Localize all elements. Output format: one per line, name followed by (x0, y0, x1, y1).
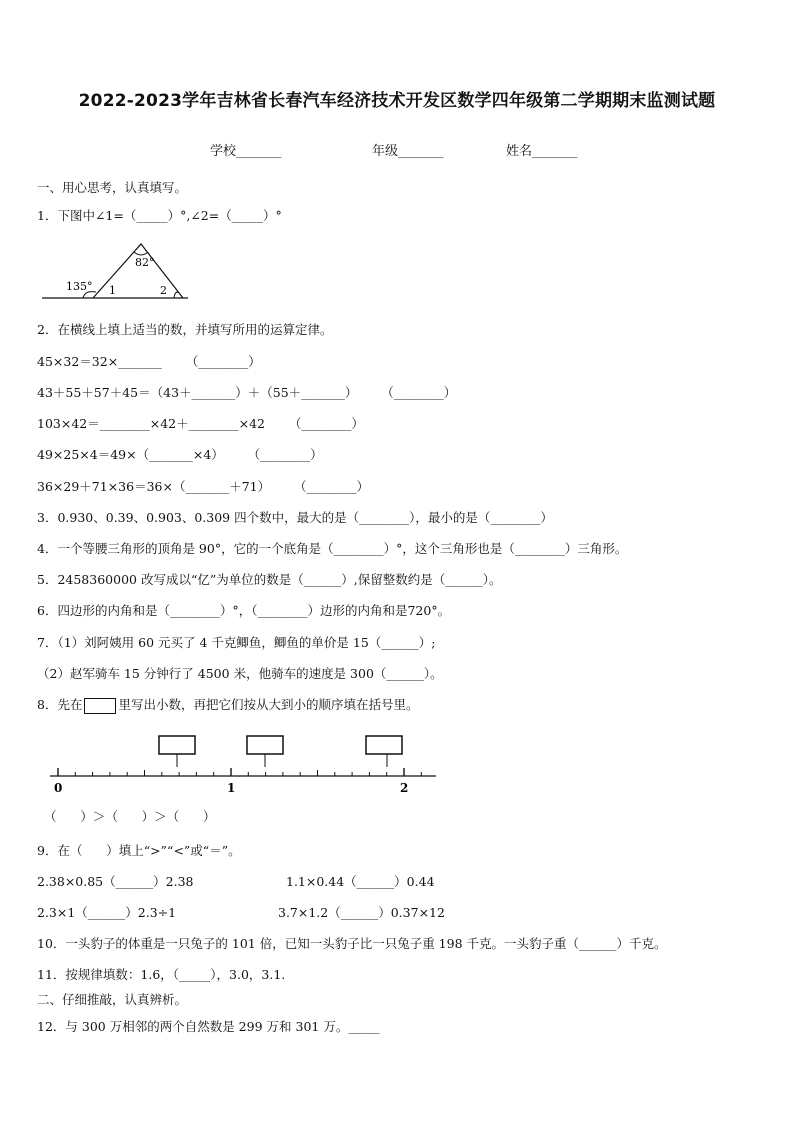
question-8-prefix: 8．先在 (37, 697, 83, 712)
section-2-heading: 二、仔细推敲，认真辨析。 (37, 992, 188, 1007)
school-field: 学校_______ (210, 144, 282, 159)
angle-1-label: 1 (109, 284, 116, 297)
number-line-diagram (44, 730, 444, 802)
answer-box-1[interactable] (159, 736, 195, 754)
question-9: 9．在（ ）填上“>”“<”或“＝”。 (37, 843, 241, 858)
name-field: 姓名_______ (506, 144, 578, 159)
tick-label-1: 1 (227, 781, 236, 795)
question-2-line-5: 36×29＋71×36＝36×（_______＋71） （________） (37, 479, 369, 494)
question-2-line-2: 43＋55＋57＋45＝（43＋_______）＋（55＋_______） （________） (37, 385, 457, 400)
question-7a: 7．（1）刘阿姨用 60 元买了 4 千克鲫鱼，鲫鱼的单价是 15（______）; (37, 635, 436, 650)
question-2-line-4: 49×25×4＝49×（_______×4） （________） (37, 447, 323, 462)
angle-arc-2 (174, 292, 179, 298)
question-6: 6．四边形的内角和是（________）°，（________）边形的内角和是720°。 (37, 603, 451, 618)
question-8-suffix: 里写出小数，再把它们按从大到小的顺序填在括号里。 (118, 697, 419, 712)
angle-2-label: 2 (160, 284, 167, 297)
question-8 (37, 696, 418, 714)
angle-135-label: 135° (66, 280, 93, 293)
angle-arc-top (134, 252, 148, 255)
section-1-heading: 一、用心思考，认真填写。 (37, 180, 188, 195)
question-9-row-1-right: 1.1×0.44（______）0.44 (286, 874, 435, 889)
question-4: 4．一个等腰三角形的顶角是 90°，它的一个底角是（________）°，这个三角形也是（________）三角形。 (37, 541, 628, 556)
question-1: 1．下图中∠1=（_____）°,∠2=（_____）° (37, 208, 282, 223)
question-9-row-2-left: 2.3×1（______）2.3÷1 (37, 905, 177, 920)
triangle-shape (93, 244, 183, 298)
question-12: 12．与 300 万相邻的两个自然数是 299 万和 301 万。_____ (37, 1019, 380, 1034)
question-10: 10．一头豹子的体重是一只兔子的 101 倍，已知一头豹子比一只兔子重 198 千克。一头豹子重（______）千克。 (37, 936, 667, 951)
angle-82-label: 82° (135, 256, 155, 269)
grade-field: 年级_______ (372, 144, 444, 159)
inline-box-icon (84, 698, 116, 714)
triangle-diagram (38, 236, 198, 306)
question-2-line-3: 103×42＝________×42＋________×42 （________） (37, 416, 364, 431)
question-7b: （2）赵军骑车 15 分钟行了 4500 米，他骑车的速度是 300（______）。 (37, 666, 443, 681)
answer-box-2[interactable] (247, 736, 283, 754)
question-9-row-1-left: 2.38×0.85（______）2.38 (37, 874, 194, 889)
question-2: 2．在横线上填上适当的数，并填写所用的运算定律。 (37, 322, 333, 337)
question-2-line-1: 45×32＝32×_______ （________） (37, 354, 261, 369)
question-8-order: （ ）＞（ ）＞（ ） (44, 809, 216, 824)
tick-label-0: 0 (54, 781, 63, 795)
question-3: 3．0.930、0.39、0.903、0.309 四个数中，最大的是（________），最小的是（________） (37, 510, 553, 525)
question-9-row-2-right: 3.7×1.2（______）0.37×12 (278, 905, 445, 920)
number-line-ticks (58, 768, 421, 776)
question-5: 5．2458360000 改写成以“亿”为单位的数是（______）,保留整数约是（______）。 (37, 572, 502, 587)
page-title: 2022-2023学年吉林省长春汽车经济技术开发区数学四年级第二学期期末监测试题 (78, 91, 716, 111)
question-11: 11．按规律填数：1.6，（_____），3.0，3.1. (37, 967, 286, 982)
tick-label-2: 2 (400, 781, 409, 795)
answer-box-3[interactable] (366, 736, 402, 754)
